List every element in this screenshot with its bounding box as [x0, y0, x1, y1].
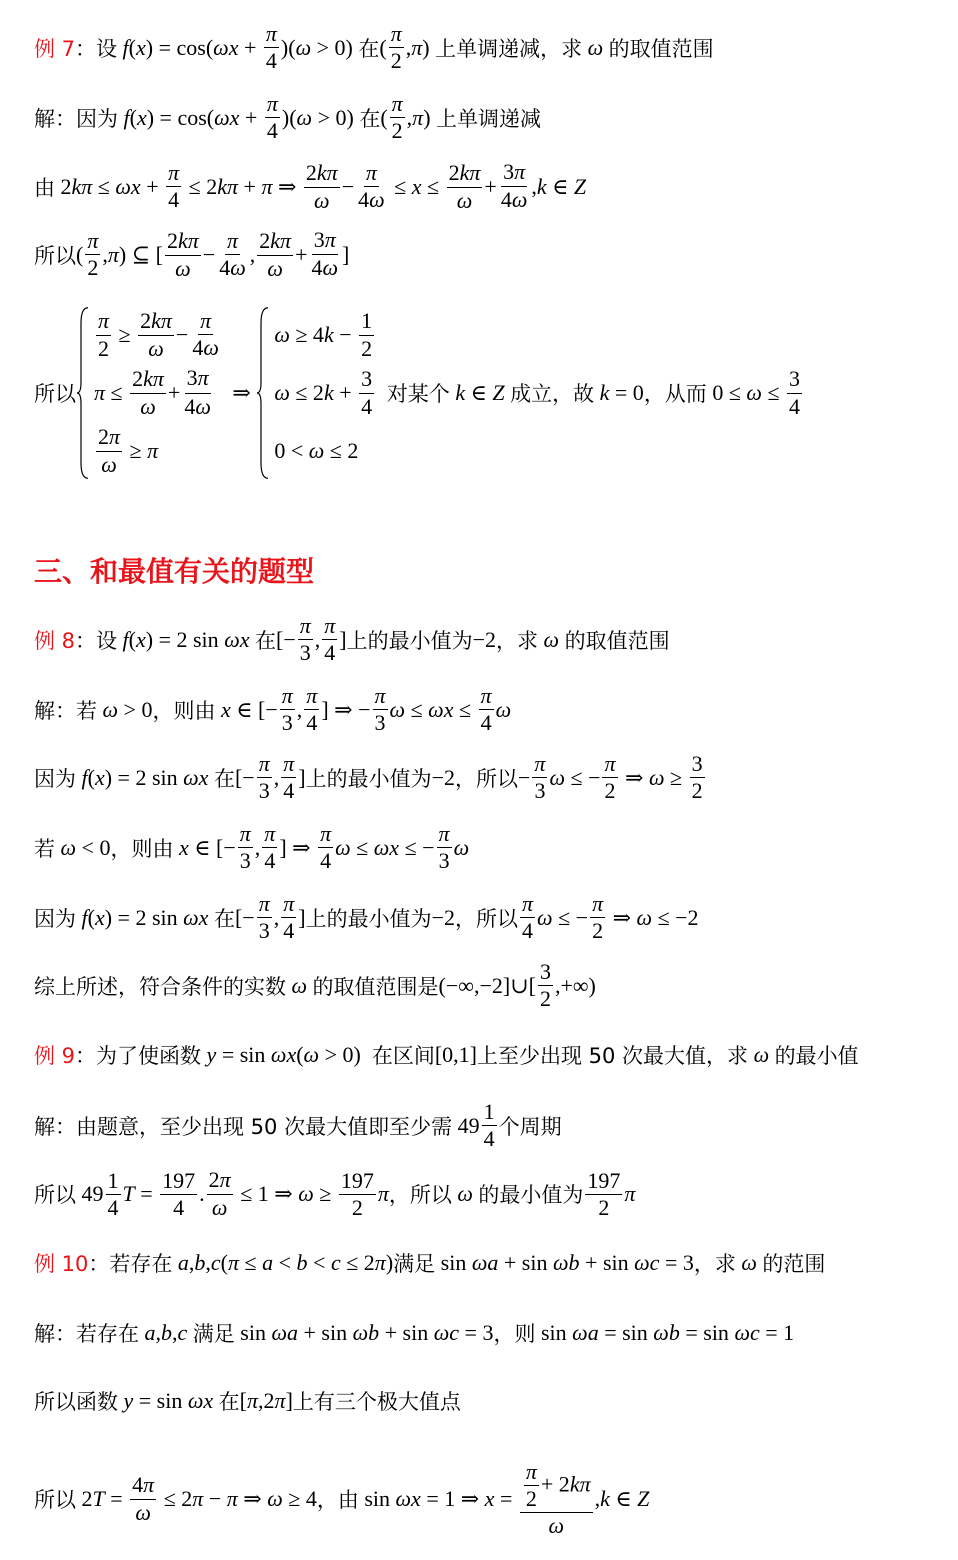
ex7-solution-system: 所以 $\frac{\pi}{2}$ ≥ $\frac{2k\pi}{\omega}$ − $\frac{\pi}{4\omega}$ π ≤ $\frac{2k\pi}{\omega}$ + $\frac{3\pi}{4\omega}$ $\frac{2\pi}{\omega}$ ≥ π ⇒ ω ≥ 4 k − $\frac{1}{2}$ ω ≤ 2 k + $\frac{3}{4}$ 0 < ω ≤ 2 对某个 k ∈ Z 成立，故 k = 0 ，从而 0 ≤ ω ≤ $\frac{3}{4}$	[34, 306, 804, 480]
ex10-solution-line1: 解：若存在 a , b , c 满足 sin ωa + sin ωb + sin ωc = 3 ，则 sin ωa = sin ωb = sin ωc = 1	[34, 1320, 795, 1346]
ex8-solution-line3: 若 ω < 0 ，则由 x ∈ [− $\frac{\pi}{3}$ , $\frac{\pi}{4}$ ] ⇒ $\frac{\pi}{4}$ ω ≤ ωx ≤ − $\frac{\pi}{3}$ ω	[34, 821, 470, 874]
ex10-statement: 例 10 ： 若存在 a , b , c ( π ≤ a < b < c ≤ 2 π ) 满足 sin ωa + sin ωb + sin ωc = 3 ，求 ω 的范围	[34, 1250, 826, 1276]
ex8-statement: 例 8 ： 设 f ( x ) = 2 sin ωx 在 [− $\frac{\pi}{3}$ , $\frac{\pi}{4}$ ] 上的最小值为 −2 ，求 ω 的取值范围	[34, 613, 670, 666]
ex9-statement: 例 9 ： 为了使函数 y = sin ωx ( ω > 0) 在区间 [0,1] 上至少出现 50 次最大值，求 ω 的最小值	[34, 1042, 859, 1068]
ex7-solution-line3: 所以 ( $\frac{\pi}{2}$ , π ) ⊆ [ $\frac{2k\pi}{\omega}$ − $\frac{\pi}{4\omega}$ , $\frac{2k\pi}{\omega}$ + $\frac{3\pi}{4\omega}$ ]	[34, 227, 350, 281]
ex8-solution-line2: 因为 f ( x ) = 2 sin ωx 在 [− $\frac{\pi}{3}$ , $\frac{\pi}{4}$ ] 上的最小值为 −2 ，所以 − $\frac{\pi}{3}$ ω ≤ − $\frac{\pi}{2}$ ⇒ ω ≥ $\frac{3}{2}$	[34, 751, 703, 804]
left-system: $\frac{\pi}{2}$ ≥ $\frac{2k\pi}{\omega}$ − $\frac{\pi}{4\omega}$ π ≤ $\frac{2k\pi}{\omega}$ + $\frac{3\pi}{4\omega}$ $\frac{2\pi}{\omega}$ ≥ π	[76, 306, 227, 480]
right-system: ω ≥ 4 k − $\frac{1}{2}$ ω ≤ 2 k + $\frac{3}{4}$ 0 < ω ≤ 2	[256, 306, 380, 480]
ex7-statement: 例 7 ： 设 f ( x ) = cos( ωx + $\frac{\pi}{4}$ )( ω > 0) 在 ( $\frac{\pi}{2}$ , π ) 上单调递减，求 ω 的取值范围	[34, 21, 714, 74]
ex7-label: 例 7	[34, 36, 76, 61]
section-heading: 三、和最值有关的题型	[34, 555, 315, 588]
ex10-label: 例 10	[34, 1252, 89, 1276]
ex7-solution-line1: 解：因为 f ( x ) = cos( ωx + $\frac{\pi}{4}$ )( ω > 0) 在 ( $\frac{\pi}{2}$ , π ) 上单调递减	[34, 91, 542, 144]
ex10-solution-line2: 所以函数 y = sin ωx 在 [ π ,2 π ] 上有三个极大值点	[34, 1388, 461, 1414]
ex8-solution-line4: 因为 f ( x ) = 2 sin ωx 在 [− $\frac{\pi}{3}$ , $\frac{\pi}{4}$ ] 上的最小值为 −2 ，所以 $\frac{\pi}{4}$ ω ≤ − $\frac{\pi}{2}$ ⇒ ω ≤ −2	[34, 891, 699, 944]
ex9-label: 例 9	[34, 1044, 76, 1068]
ex9-solution-line1: 解：由题意，至少出现 50 次最大值即至少需 49 $\frac{1}{4}$ 个周期	[34, 1099, 562, 1152]
ex8-solution-line1: 解：若 ω > 0 ，则由 x ∈ [− $\frac{\pi}{3}$ , $\frac{\pi}{4}$ ] ⇒ − $\frac{\pi}{3}$ ω ≤ ωx ≤ $\frac{\pi}{4}$ ω	[34, 683, 512, 736]
ex7-solution-line2: 由 2 kπ ≤ ωx + $\frac{\pi}{4}$ ≤ 2 kπ + π ⇒ $\frac{2k\pi}{\omega}$ − $\frac{\pi}{4\omega}$ ≤ x ≤ $\frac{2k\pi}{\omega}$ + $\frac{3\pi}{4\omega}$ , k ∈ Z	[34, 159, 587, 213]
ex8-label: 例 8	[34, 628, 76, 653]
ex8-solution-line5: 综上所述，符合条件的实数 ω 的取值范围是 (−∞,−2]∪[ $\frac{3}{2}$ ,+∞)	[34, 959, 596, 1012]
ex10-solution-line3: 所以 2 T = $\frac{4\pi}{\omega}$ ≤ 2 π − π ⇒ ω ≥ 4 ，由 sin ωx = 1 ⇒ x = $\frac{\pi}{2}$ + 2kπ ω , k ∈ Z	[34, 1459, 650, 1539]
ex9-solution-line2: 所以 49 $\frac{1}{4}$ T = $\frac{197}{4}$ . $\frac{2\pi}{\omega}$ ≤ 1 ⇒ ω ≥ $\frac{197}{2}$ π ，所以 ω 的最小值为 $\frac{197}{2}$ π	[34, 1167, 636, 1221]
